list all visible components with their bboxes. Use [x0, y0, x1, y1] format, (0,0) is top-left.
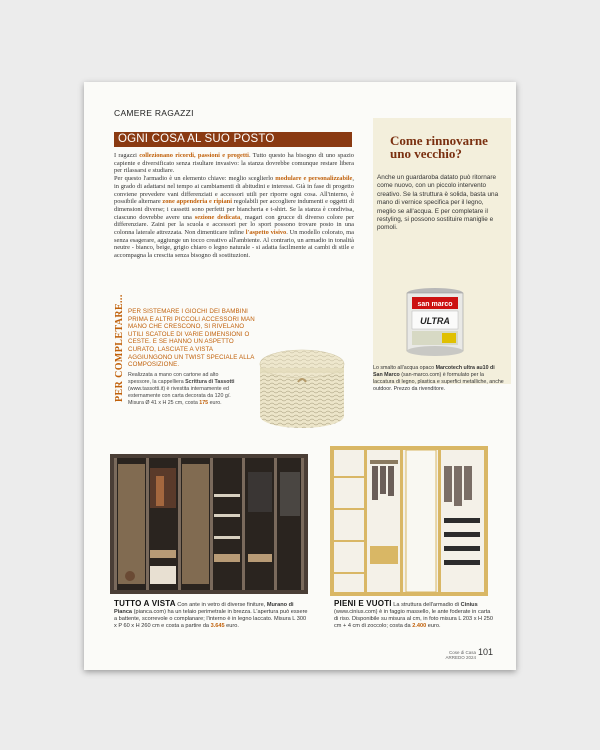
hatbox-image	[254, 342, 350, 432]
wardrobe-cinius-image	[330, 446, 488, 596]
paragraph-1: I ragazzi collezionano ricordi, passioni e progetti. Tutto questo ha bisogno di uno spazio capiente e diversificato senza risultare invasivo: la stanza dovrebbe comunque restare libera per rilassarsi e studiare.	[114, 152, 355, 175]
sidebar-title: Come rinnovarne uno vecchio?	[390, 133, 488, 161]
magazine-footer: Cose di Casa ARREDO 2024	[445, 650, 476, 660]
per-completare-heading: PER COMPLETARE...	[114, 294, 125, 402]
paragraph-2: Per questo l'armadio è un elemento chiave: meglio sceglierlo modulare e personalizzabile, in grado di adattarsi nel tempo ai cambiamenti di abitudini e interessi. Già in fase di progetto conviene prevedere vani differenziati e accessori utili per riporre ogni cosa. All'interno, è possibile alternare zone appenderia e ripiani regolabili per accogliere indumenti e oggetti di dimensioni diverse; i cassetti sono perfetti per biancheria e t-shirt. Se la stanza è condivisa, ciascuno dovrebbe avere una sezione dedicata, magari con grucce di diverso colore per differenziare. Zaini per la scuola e accessori per lo sport possono trovare posto in una colonna laterale attrezzata. Non dimenticare infine l'aspetto visivo. Un modello colorato, ma senza esagerare, aggiunge un tocco creativo all'ambiente. Al contrario, un armadio in tonalità neutre - bianco, beige, grigio chiaro o legno naturale - si adatta facilmente ai cambi di stile e accompagna la crescita senza bisogno di sostituzioni.	[114, 175, 354, 260]
can-brand: san marco	[417, 301, 453, 308]
hatbox-caption: Realizzata a mano con cartone ad alto spessore, la cappelliera Scrittura di Tassotti (www.tassotti.it) è rivestita internamente ed esternamente con carta decorata da 120 g/. Misura Ø 41 x H 25 cm, costa 175 euro.	[128, 372, 235, 406]
per-completare-text: PER SISTEMARE I GIOCHI DEI BAMBINI PRIMA E ALTRI PICCOLI ACCESSORI MAN MANO CHE CRESCONO, SI RIVELANO UTILI SCATOLE DI VARIE DIMENSIONI O CESTE. E SE HANNO UN ASPETTO CURATO, LASCIATE A VISTA AGGIUNGONO UN TWIST SPECIALE ALLA COMPOSIZIONE.	[128, 308, 255, 369]
paint-can-image	[404, 287, 466, 357]
paint-caption: Lo smalto all'acqua opaco Marcotech ultra au10 di San Marco (san-marco.com) è formulato per la laccatura di legno, plastica e superfici metalliche, anche outdoor. Prezzo da rivenditore.	[373, 365, 504, 392]
murano-caption: TUTTO A VISTA Con ante in vetro di diverse finiture, Murano di Pianca (pianca.com) ha un telaio perimetrale in brezza. L'apertura può essere a battente, scorrevole o complanare; l'interno è in legno laccato. Misura L 300 x P 60 x H 260 cm e costa a partire da 3.645 euro.	[114, 599, 308, 629]
article-title: OGNI COSA AL SUO POSTO	[114, 132, 352, 147]
can-product: ULTRA	[420, 316, 450, 326]
wardrobe-murano-image	[110, 454, 308, 594]
section-label: CAMERE RAGAZZI	[114, 108, 194, 118]
magazine-page	[84, 82, 516, 670]
page-number: 101	[478, 647, 494, 657]
sidebar-text: Anche un guardaroba datato può ritornare come nuovo, con un piccolo intervento creativo. Se la struttura è solida, basta una mano di vernice specifica per il legno, meglio se all'acqua. E per completare il restyling, si possono sostituire maniglie e pomoli.	[377, 174, 499, 232]
article-body	[114, 152, 354, 260]
cinius-caption: PIENI E VUOTI La struttura dell'armadio di Cinius (www.cinius.com) è in faggio massello, le ante foderate in carta di riso. Disponibile su misura al cm, in foto misura L 203 x H 250 cm + 4 cm di zoccolo; costa da 2.400 euro.	[334, 599, 493, 629]
